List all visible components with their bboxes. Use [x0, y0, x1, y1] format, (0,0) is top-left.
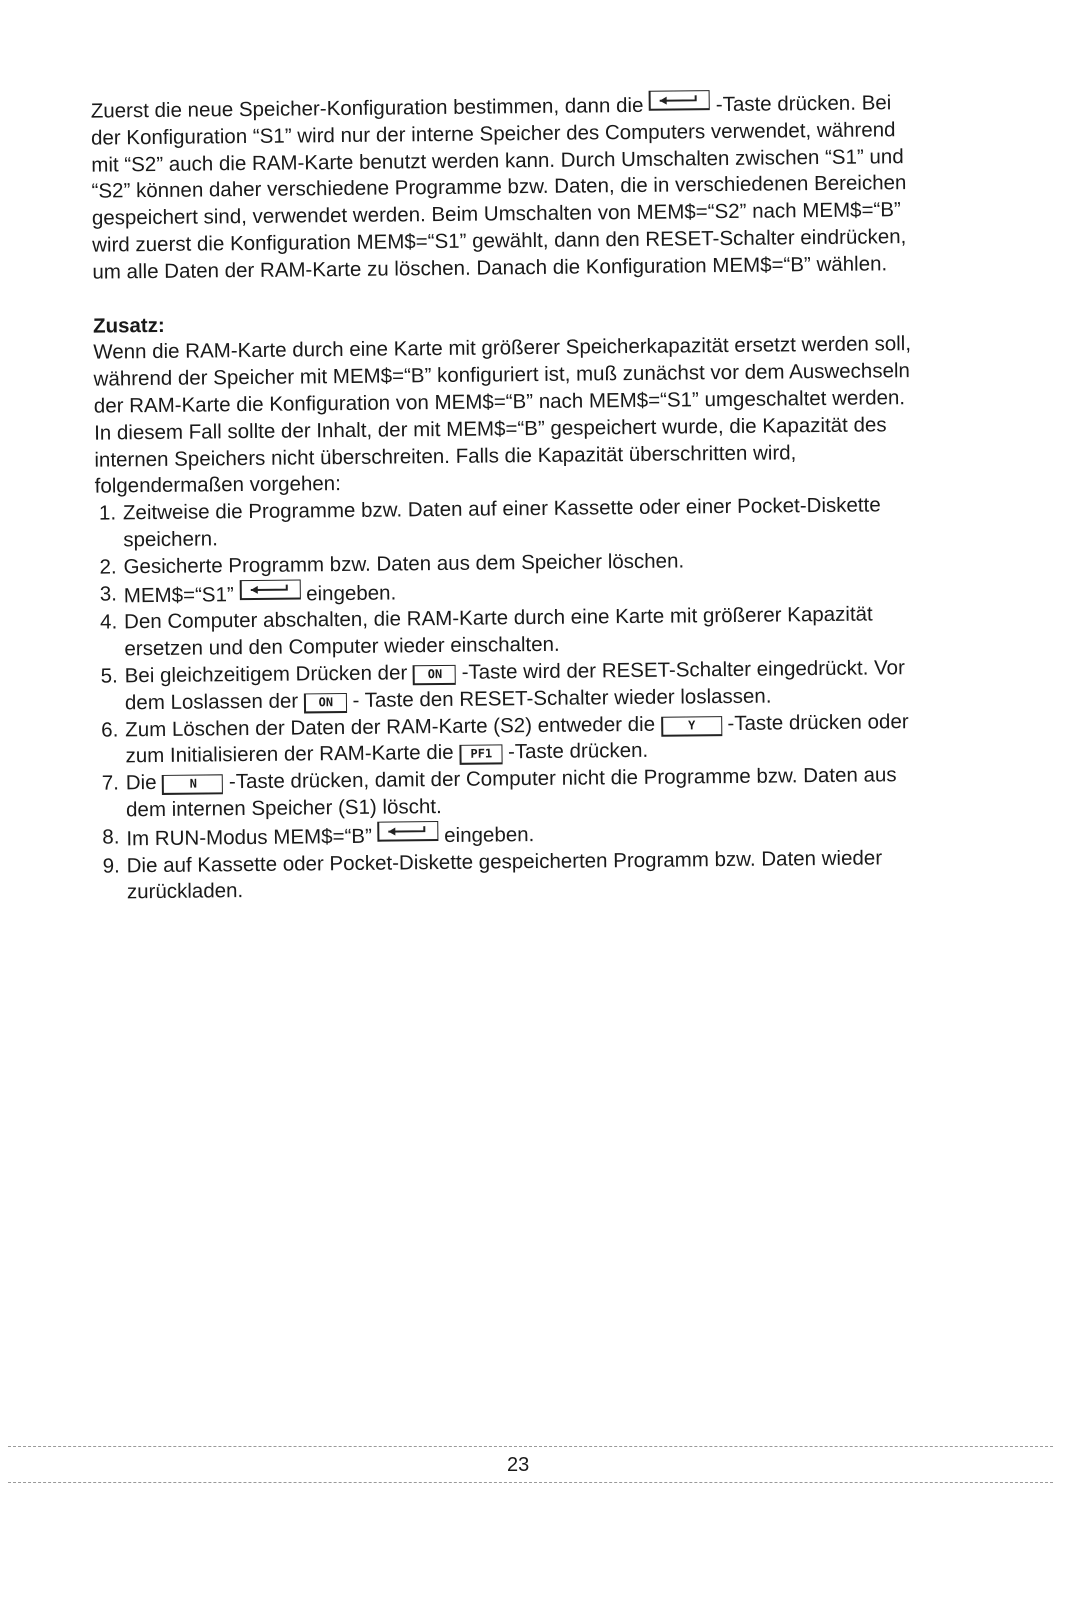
step-number: 1.: [98, 501, 117, 525]
step-text: Zeitweise die Programme bzw. Daten auf einer Kassette oder einer Pocket-Diskette speichern.: [122, 493, 881, 552]
step-text: Gesicherte Programm bzw. Daten aus dem Speicher löschen.: [123, 549, 685, 579]
step-text: eingeben.: [300, 581, 397, 606]
step-number: 5.: [100, 664, 118, 688]
footer-divider: [8, 1482, 1053, 1483]
list-item: [95, 492, 926, 554]
list-item: [98, 762, 929, 824]
step-number: 4.: [99, 610, 118, 634]
step-text: -Taste wird der RESET-Schalter eingedrückt. Vor dem Loslassen der: [124, 656, 905, 715]
on-key-icon: ON: [413, 665, 456, 685]
page-number: 23: [507, 1454, 530, 1476]
step-text: eingeben.: [438, 822, 535, 847]
step-text: Die auf Kassette oder Pocket-Diskette gespeicherten Programm bzw. Daten wieder zurückladen.: [126, 845, 883, 904]
list-item: [99, 844, 930, 906]
list-item: [97, 708, 928, 770]
procedure-list: [95, 492, 929, 907]
step-number: 2.: [99, 555, 117, 579]
step-text: Zum Löschen der Daten der RAM-Karte (S2) entweder die: [125, 712, 661, 741]
step-number: 6.: [101, 717, 119, 742]
intro-paragraph: [91, 88, 923, 286]
step-number: 7.: [101, 771, 120, 795]
step-text: Die: [125, 771, 163, 795]
enter-key-icon: [649, 90, 710, 111]
on-key-icon: ON: [304, 693, 347, 713]
step-number: 8.: [102, 825, 120, 849]
enter-key-icon: [377, 821, 438, 842]
page-body: [91, 88, 929, 907]
zusatz-paragraph: Wenn die RAM-Karte durch eine Karte mit größerer Speicherkapazität ersetzt werden soll, während der Speicher mit MEM$=“B” konfiguriert ist, muß zunächst vor dem Auswechseln der RAM-Karte die Konfiguration von MEM$=“B” nach MEM$=“S1” umgeschaltet werden. In diesem Fall sollte der Inhalt, der mit MEM$=“B” gespeichert wurde, die Kapazität des internen Speichers nicht überschreiten. Falls die Kapazität überschritten wird, folgendermaßen vorgehen:: [93, 332, 912, 498]
list-item: [97, 655, 928, 717]
pf1-key-icon: PF1: [459, 745, 502, 765]
step-text: Im RUN-Modus MEM$=“B”: [126, 824, 378, 851]
footer-divider: [8, 1446, 1053, 1447]
step-text: -Taste drücken, damit der Computer nicht die Programme bzw. Daten aus dem internen Speicher (S1) löscht.: [125, 763, 897, 822]
step-number: 3.: [99, 581, 118, 606]
step-number: 9.: [102, 853, 120, 878]
step-text: - Taste den RESET-Schalter wieder loslassen.: [346, 684, 772, 712]
y-key-icon: Y: [661, 716, 722, 737]
zusatz-heading: Zusatz:: [92, 313, 165, 338]
n-key-icon: N: [162, 774, 223, 795]
step-text: -Taste drücken.: [502, 739, 649, 764]
list-item: [96, 601, 927, 663]
enter-key-icon: [239, 579, 300, 600]
step-text: MEM$=“S1”: [123, 582, 240, 607]
intro-text-start: Zuerst die neue Speicher-Konfiguration bestimmen, dann die: [90, 93, 650, 123]
step-text: Bei gleichzeitigem Drücken der: [124, 661, 414, 688]
step-text: -Taste drücken oder zum Initialisieren der RAM-Karte die: [125, 709, 909, 768]
step-text: Den Computer abschalten, die RAM-Karte durch eine Karte mit größerer Kapazität ersetzen und den Computer wieder einschalten.: [123, 602, 873, 661]
intro-text-rest: -Taste drücken. Bei der Konfiguration “S1” wird nur der interne Speicher des Computers verwendet, während mit “S2” auch die RAM-Karte benutzt werden kann. Durch Umschalten zwischen “S1” und “S2” können daher verschiedene Programme bzw. Daten, die in verschiedenen Bereichen gespeichert sind, verwendet werden. Beim Umschalten von MEM$=“S2” nach MEM$=“B” wird zuerst die Konfiguration MEM$=“S1” gewählt, dann den RESET-Schalter eindrücken, um alle Daten der RAM-Karte zu löschen. Danach die Konfiguration MEM$=“B” wählen.: [90, 91, 907, 284]
